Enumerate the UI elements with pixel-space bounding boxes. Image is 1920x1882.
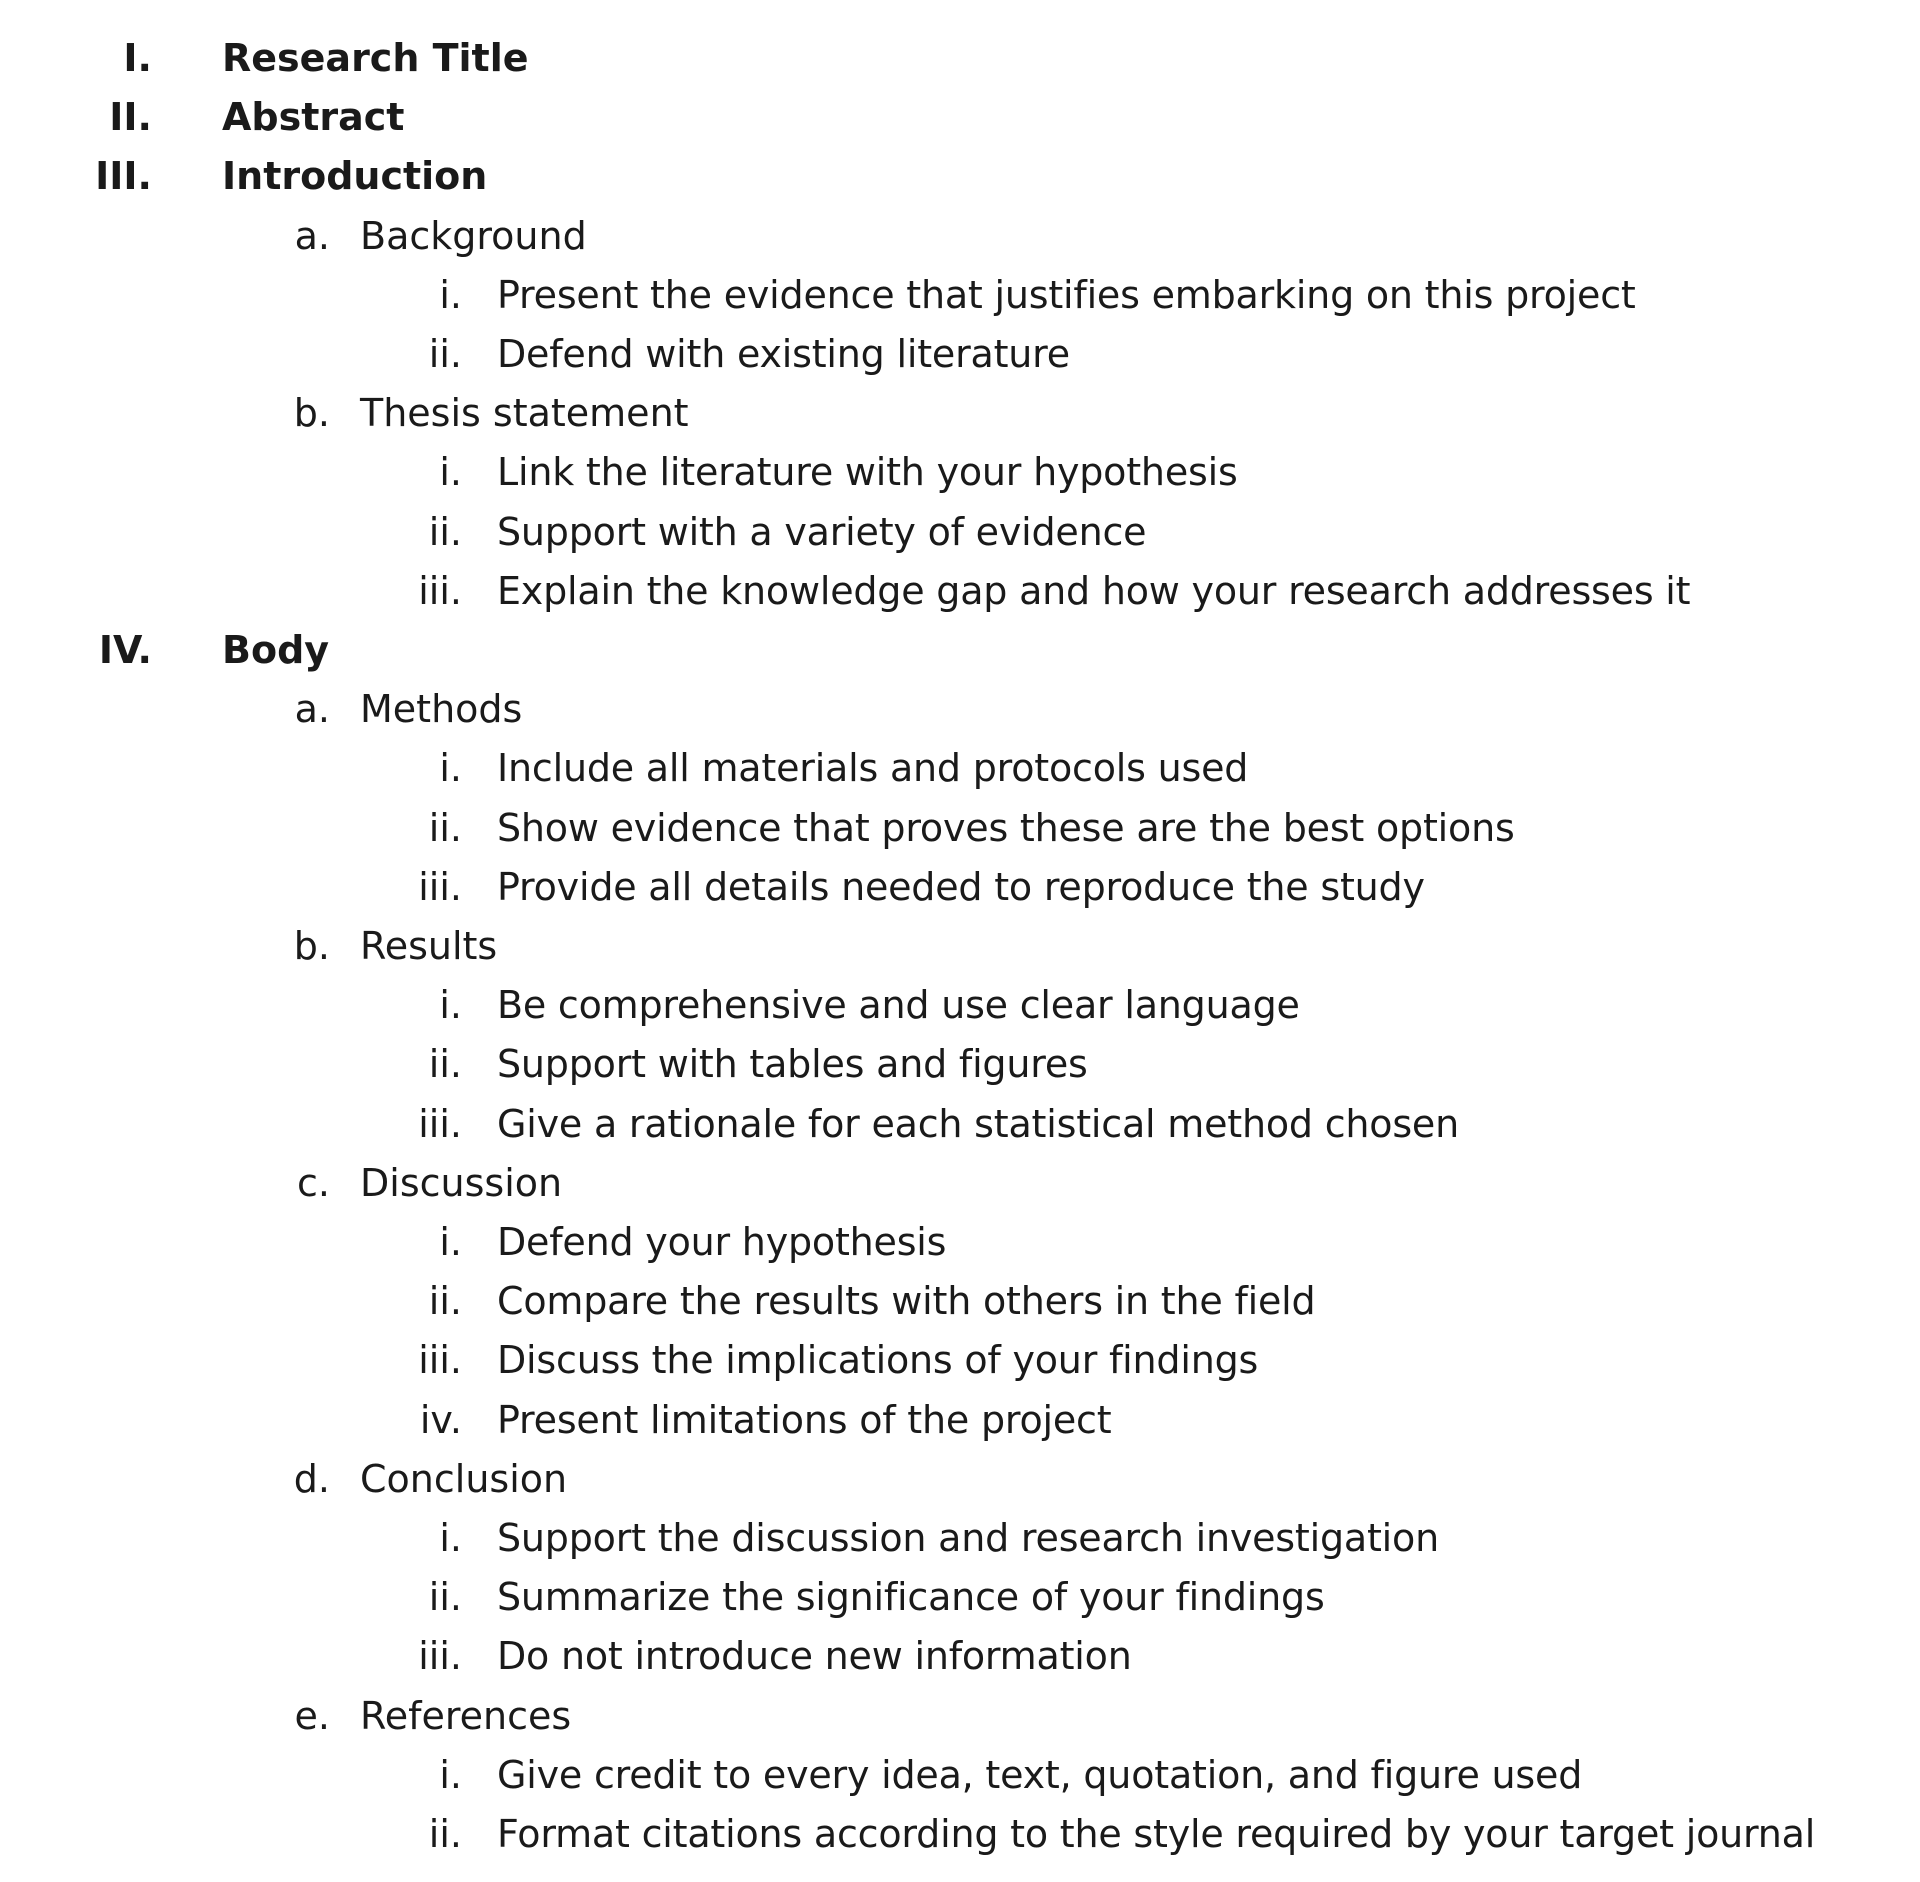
outline-text: Show evidence that proves these are the best options — [497, 805, 1515, 850]
outline-text: Present the evidence that justifies embarking on this project — [497, 272, 1636, 317]
outline-text: Link the literature with your hypothesis — [497, 450, 1238, 495]
outline-marker: a. — [294, 213, 330, 258]
outline-item-level-2 — [0, 681, 1920, 737]
outline-text: Introduction — [222, 154, 488, 199]
outline-item-level-3 — [0, 504, 1920, 560]
outline-marker: ii. — [428, 1575, 462, 1620]
outline-item-level-3 — [0, 1036, 1920, 1092]
outline-marker: ii. — [428, 332, 462, 376]
outline-marker: iii. — [418, 1101, 462, 1146]
outline-text: Support with a variety of evidence — [497, 509, 1147, 554]
outline-item-level-3 — [0, 1569, 1920, 1625]
outline-marker: iii. — [418, 1634, 462, 1679]
outline-text: Conclusion — [360, 1456, 568, 1501]
outline-item-level-3 — [0, 1510, 1920, 1566]
outline-item-level-3 — [0, 740, 1920, 796]
outline-marker: iii. — [418, 1338, 462, 1383]
outline-item-level-1 — [0, 622, 1920, 678]
outline-text: Support with tables and figures — [497, 1042, 1088, 1087]
outline-text: Defend with existing literature — [497, 332, 1070, 376]
outline-marker: i. — [439, 1752, 462, 1797]
outline-text: Format citations according to the style required by your target journal — [497, 1812, 1816, 1856]
outline-text: Present limitations of the project — [497, 1397, 1112, 1442]
outline-item-level-3 — [0, 1806, 1920, 1862]
outline-text: Results — [360, 924, 498, 968]
outline-item-level-3 — [0, 1273, 1920, 1329]
outline-text: Body — [222, 628, 330, 672]
outline-marker: b. — [293, 391, 330, 436]
outline-item-level-3 — [0, 1747, 1920, 1803]
outline-marker: iv. — [419, 1397, 462, 1442]
outline-item-level-1 — [0, 30, 1920, 86]
outline-text: Support the discussion and research investigation — [497, 1516, 1439, 1560]
outline-text: Do not introduce new information — [497, 1634, 1132, 1679]
outline-marker: a. — [294, 687, 330, 732]
outline-marker: i. — [439, 1220, 462, 1264]
outline-marker: i. — [439, 746, 462, 791]
outline-marker: I. — [123, 36, 152, 80]
outline-item-level-3 — [0, 563, 1920, 619]
outline-item-level-3 — [0, 326, 1920, 382]
outline-item-level-2 — [0, 208, 1920, 264]
outline-item-level-1 — [0, 148, 1920, 204]
outline-item-level-3 — [0, 977, 1920, 1033]
outline-marker: ii. — [428, 805, 462, 850]
outline-item-level-3 — [0, 1332, 1920, 1388]
outline-item-level-3 — [0, 1096, 1920, 1152]
outline-text: Include all materials and protocols used — [497, 746, 1249, 791]
outline-text: Background — [360, 213, 587, 258]
outline-marker: iii. — [418, 568, 462, 613]
outline-item-level-3 — [0, 1214, 1920, 1270]
outline-text: Compare the results with others in the field — [497, 1279, 1316, 1324]
outline-item-level-3 — [0, 444, 1920, 500]
outline-marker: i. — [439, 272, 462, 317]
outline-text: Be comprehensive and use clear language — [497, 983, 1300, 1028]
outline-text: Give a rationale for each statistical method chosen — [497, 1101, 1459, 1146]
outline-marker: II. — [109, 95, 152, 140]
outline-text: References — [360, 1693, 572, 1738]
outline-item-level-2 — [0, 1451, 1920, 1507]
outline-text: Methods — [360, 687, 523, 732]
outline-marker: ii. — [428, 509, 462, 554]
outline-marker: III. — [95, 154, 152, 199]
outline-marker: i. — [439, 983, 462, 1028]
outline-text: Research Title — [222, 36, 529, 80]
outline-text: Summarize the significance of your findings — [497, 1575, 1325, 1620]
outline-item-level-2 — [0, 385, 1920, 441]
outline-item-level-3 — [0, 1392, 1920, 1448]
outline-marker: ii. — [428, 1279, 462, 1324]
outline-marker: e. — [294, 1693, 330, 1738]
outline-item-level-1 — [0, 89, 1920, 145]
outline-marker: b. — [293, 924, 330, 968]
outline-item-level-3 — [0, 859, 1920, 915]
outline-text: Discussion — [360, 1160, 563, 1205]
outline-text: Thesis statement — [360, 391, 689, 436]
outline-marker: i. — [439, 1516, 462, 1560]
outline-marker: c. — [297, 1160, 330, 1205]
outline-marker: iii. — [418, 864, 462, 909]
outline-text: Abstract — [222, 95, 405, 140]
outline-marker: ii. — [428, 1042, 462, 1087]
outline-item-level-3 — [0, 267, 1920, 323]
outline-marker: d. — [293, 1456, 330, 1501]
outline-marker: ii. — [428, 1812, 462, 1856]
outline-item-level-2 — [0, 1688, 1920, 1744]
outline-text: Discuss the implications of your findings — [497, 1338, 1259, 1383]
outline-item-level-2 — [0, 1155, 1920, 1211]
outline-text: Explain the knowledge gap and how your research addresses it — [497, 568, 1691, 613]
outline-text: Provide all details needed to reproduce the study — [497, 864, 1425, 909]
outline-text: Defend your hypothesis — [497, 1220, 947, 1264]
outline-item-level-3 — [0, 800, 1920, 856]
outline-item-level-2 — [0, 918, 1920, 974]
outline-marker: i. — [439, 450, 462, 495]
outline-text: Give credit to every idea, text, quotation, and figure used — [497, 1752, 1583, 1797]
outline-item-level-3 — [0, 1628, 1920, 1684]
outline-marker: IV. — [98, 628, 152, 672]
